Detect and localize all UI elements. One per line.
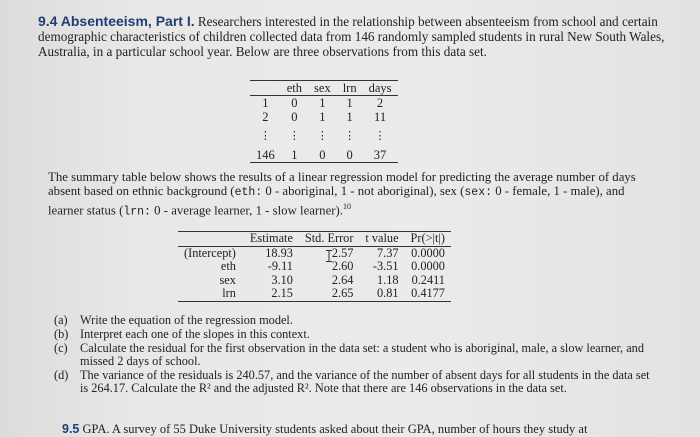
table-row: 146 1 0 0 37 xyxy=(250,148,398,163)
col-header: lrn xyxy=(337,81,363,96)
table-row: lrn 2.15 2.65 0.81 0.4177 xyxy=(178,287,451,301)
col-header: Pr(>|t|) xyxy=(405,232,451,247)
exercise-intro-text: Researchers interested in the relationship between absenteeism from school and certain demographic characteristics of children collected data from 146 randomly sampled students in rural New South Wales, Australia, in a particular school year. Below are three observations from this data set. xyxy=(38,14,665,59)
lrn-code: lrn: xyxy=(123,205,151,219)
list-item: (a) Write the equation of the regression model. xyxy=(54,313,293,327)
table-row: sex 3.10 2.64 1.18 0.2411 xyxy=(219,272,445,287)
col-header: days xyxy=(363,81,398,96)
list-item: (b) Interpret each one of the slopes in this context. xyxy=(54,327,310,341)
exercise-number: 9.4 xyxy=(38,13,58,29)
list-item: (c) Calculate the residual for the first observation in the data set: a student who is aboriginal, male, a slow learner, and missed 2 days of school. xyxy=(54,341,644,368)
col-header: sex xyxy=(308,81,337,96)
next-exercise-number: 9.5 xyxy=(62,422,80,436)
next-exercise-text: GPA. A survey of 55 Duke University students asked about their GPA, number of hours they study at xyxy=(82,422,588,436)
question-list xyxy=(54,314,654,396)
eth-code: eth: xyxy=(234,186,263,199)
ellipsis-row: ⋮ ⋮ ⋮ ⋮ ⋮ xyxy=(259,129,386,142)
sex-code: sex: xyxy=(464,186,492,199)
summary-paragraph: The summary table below shows the results of a linear regression model for predicting the average number of days absent based on ethnic background (eth: 0 - aboriginal, 1 - not aboriginal), sex (sex: 0 - female, 1 - male), and learner status (lrn: 0 - average learner, 1 - slow learner).$^{10}$ xyxy=(48,170,636,219)
exercise-intro xyxy=(38,14,678,59)
table-row: 2 0 1 1 11 xyxy=(262,110,387,124)
observations-table xyxy=(250,80,398,163)
next-exercise xyxy=(62,422,682,437)
table-row: (Intercept) 18.93 2.57 7.37 0.0000 xyxy=(178,246,451,260)
text-cursor-icon xyxy=(326,250,332,262)
exercise-title: Absenteeism, Part I. xyxy=(60,13,195,29)
footnote-marker: 10 xyxy=(342,202,351,211)
col-header: Estimate xyxy=(244,232,299,247)
table-row: eth -9.11 2.60 -3.51 0.0000 xyxy=(220,259,445,273)
col-header: Std. Error xyxy=(299,232,360,247)
table-row: 1 0 1 1 2 xyxy=(262,96,384,110)
col-header: t value xyxy=(359,232,404,247)
regression-table xyxy=(178,231,451,302)
list-item: (d) The variance of the residuals is 240.57, and the variance of the number of absent days for all students in the data set is 264.17. Calculate the R² and the adjusted R². Note that there are 146 observations in the data set. xyxy=(54,368,650,395)
col-header xyxy=(250,81,281,96)
col-header: eth xyxy=(281,81,308,96)
